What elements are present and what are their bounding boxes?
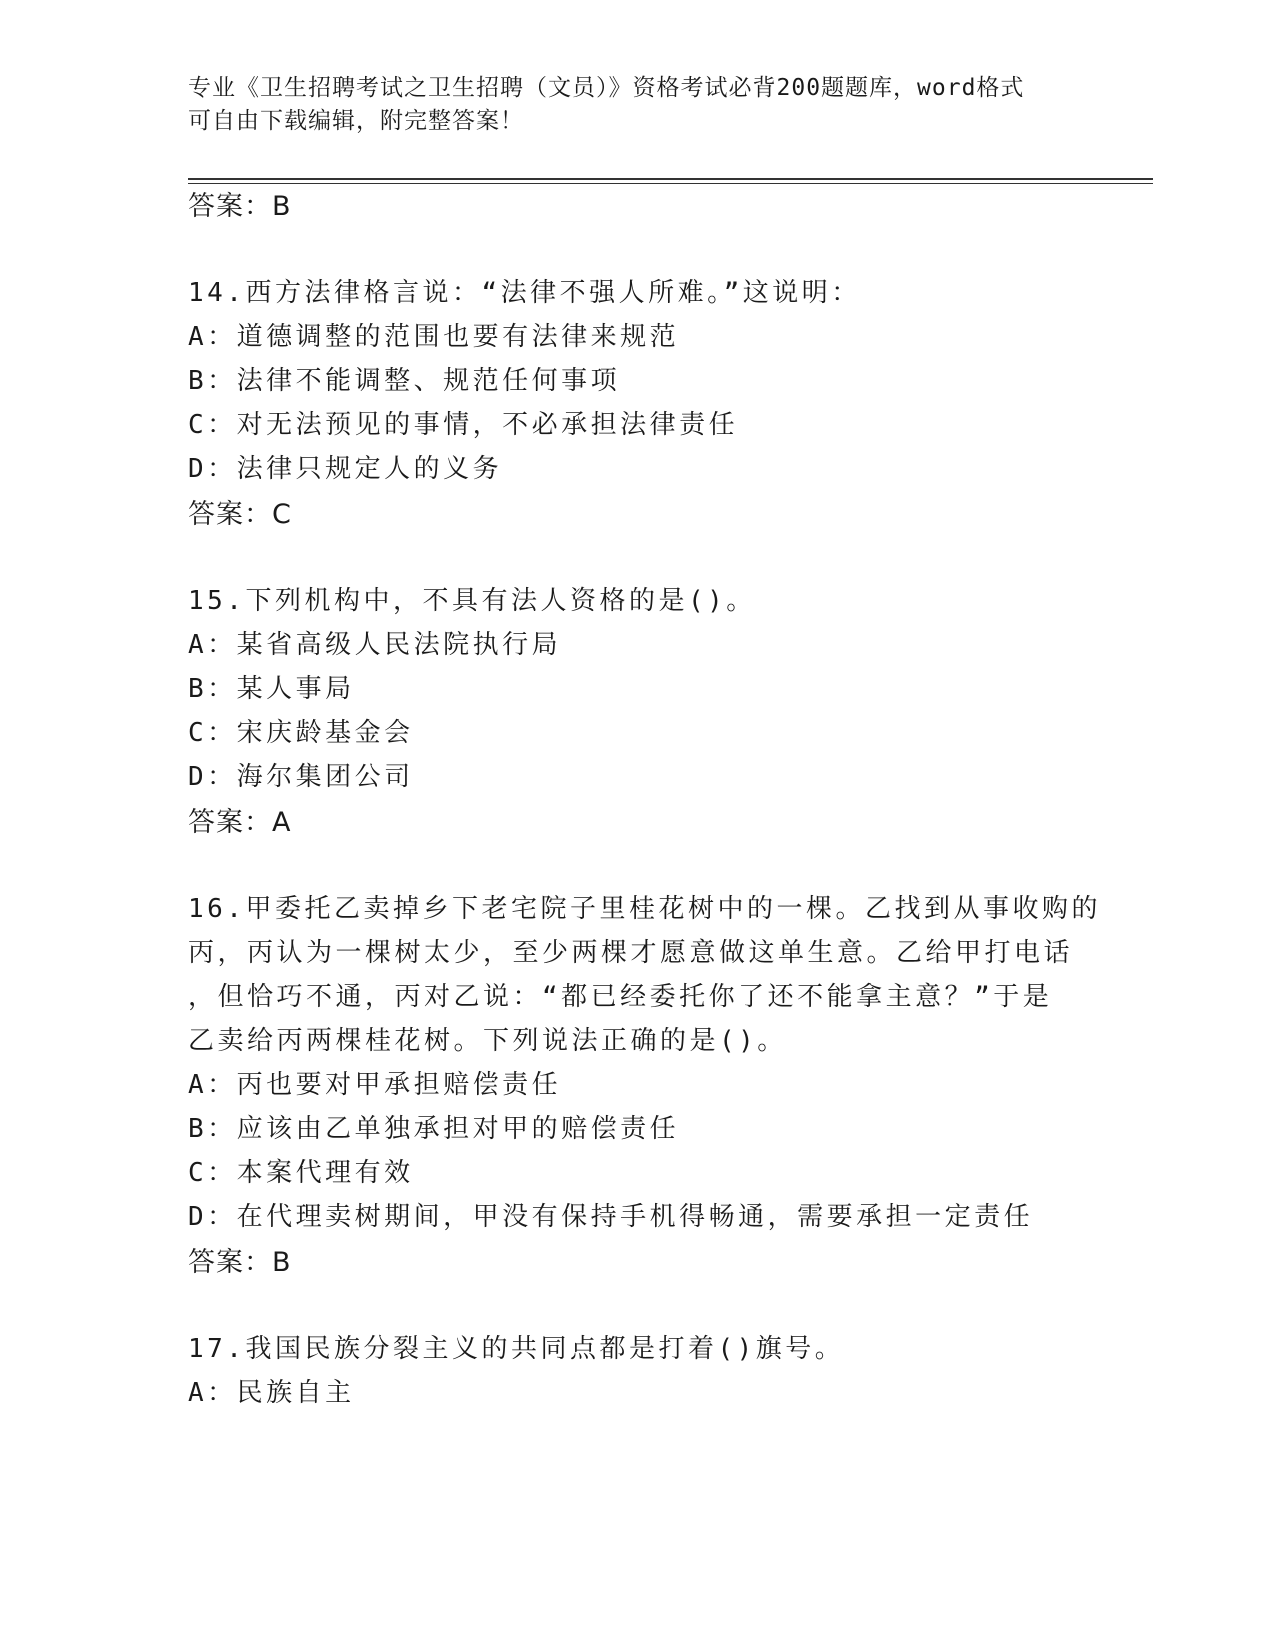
question-16-option-d: D：在代理卖树期间，甲没有保持手机得畅通，需要承担一定责任 — [188, 1202, 1034, 1232]
question-14-answer: 答案：C — [188, 499, 292, 530]
question-14-option-b: B：法律不能调整、规范任何事项 — [188, 366, 621, 396]
header-line-1: 专业《卫生招聘考试之卫生招聘（文员）》资格考试必背200题题库，word格式 — [188, 75, 1025, 101]
question-14-stem: 14.西方法律格言说：“法律不强人所难。”这说明： — [188, 278, 861, 308]
question-15-option-c: C：宋庆龄基金会 — [188, 718, 414, 748]
question-16-stem-line-3: ，但恰巧不通，丙对乙说：“都已经委托你了还不能拿主意？”于是 — [188, 982, 1053, 1012]
header-divider-thin — [188, 183, 1153, 184]
question-16-option-c: C：本案代理有效 — [188, 1158, 414, 1188]
question-16-answer: 答案：B — [188, 1247, 292, 1278]
question-14-option-a: A：道德调整的范围也要有法律来规范 — [188, 322, 680, 352]
question-15-stem: 15.下列机构中，不具有法人资格的是()。 — [188, 586, 756, 616]
question-15-option-d: D：海尔集团公司 — [188, 762, 414, 792]
header-line-2: 可自由下载编辑，附完整答案！ — [188, 108, 524, 134]
question-16-stem-line-1: 16.甲委托乙卖掉乡下老宅院子里桂花树中的一棵。乙找到从事收购的 — [188, 894, 1101, 924]
header-divider-thick — [188, 178, 1153, 180]
question-15-answer: 答案：A — [188, 807, 292, 838]
question-16-option-b: B：应该由乙单独承担对甲的赔偿责任 — [188, 1114, 680, 1144]
document-header — [188, 72, 1068, 138]
question-17-stem: 17.我国民族分裂主义的共同点都是打着()旗号。 — [188, 1334, 845, 1364]
question-15-option-b: B：某人事局 — [188, 674, 355, 704]
question-14-option-c: C：对无法预见的事情，不必承担法律责任 — [188, 410, 739, 440]
question-16-option-a: A：丙也要对甲承担赔偿责任 — [188, 1070, 562, 1100]
answer-prev: 答案：B — [188, 191, 292, 222]
question-16-stem-line-2: 丙，丙认为一棵树太少，至少两棵才愿意做这单生意。乙给甲打电话 — [188, 938, 1074, 968]
question-16-stem-line-4: 乙卖给丙两棵桂花树。下列说法正确的是()。 — [188, 1026, 787, 1056]
question-17-option-a: A：民族自主 — [188, 1378, 355, 1408]
question-14-option-d: D：法律只规定人的义务 — [188, 454, 503, 484]
question-15-option-a: A：某省高级人民法院执行局 — [188, 630, 562, 660]
